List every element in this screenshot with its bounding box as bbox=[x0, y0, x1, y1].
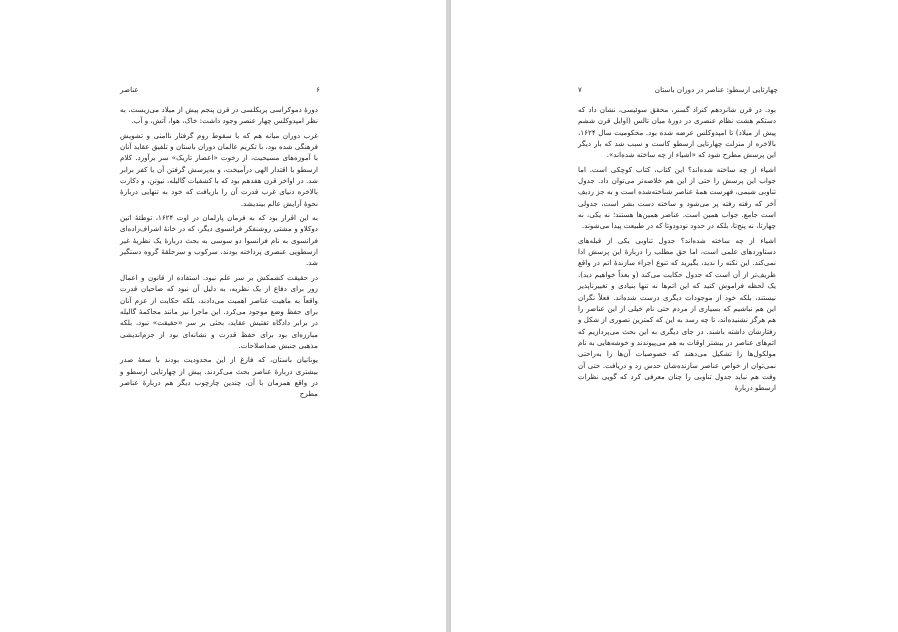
paragraph: دورهٔ دموکراسی پریکلسی در قرن پنجم پیش از میلاد می‌زیست، به نظر امپدوکلس چهار عنصر وجود داشت: خاک، هوا، آتش، و آب. bbox=[120, 105, 318, 126]
right-page bbox=[451, 0, 898, 632]
right-page-header bbox=[578, 84, 778, 96]
right-page-number: ۷ bbox=[578, 85, 582, 94]
paragraph: یونانیان باستان، که فارغ از این محدودیت بودند با سعهٔ صدر بیشتری دربارهٔ عناصر بحث می‌کردند. پیش از چهارتایی ارسطو و در واقع همزمان با آن، چندین چارچوب دیگر هم دربارهٔ عناصر مطرح bbox=[120, 355, 318, 399]
right-page-running-title: چهارتایی ارسطو: عناصر در دوران باستان bbox=[654, 85, 778, 94]
paragraph: اشیاء از چه ساخته شده‌اند؟ این کتاب، کتاب کوچکی است. اما جواب این پرسش را حتی از این هم خلاصه‌تر می‌توان داد. جدول تناوبی شیمی، فهرست همهٔ عناصر شناخته‌شده است و به جز ردیف آخر که رفته رفته پر می‌شود و ساخته دست بشر است، جدولی است جامع. جواب همین است. عناصر همین‌ها هستند؛ نه یکی، نه چهارتا، نه پنج‌تا، بلکه در حدود نودودوتا که در طبیعت پیدا می‌شوند. bbox=[578, 164, 776, 231]
paragraph: در حقیقت کشمکش بر سر علم نبود. استفاده از قانون و اعمال زور برای دفاع از یک نظریه، به دلیل آن نبود که صاحبان قدرت واقعاً به ماهیت عناصر اهمیت می‌دادند، بلکه حکایت از عزم آنان برای حفظ وضع موجود می‌کرد. این ماجرا نیز مانند محاکمهٔ گالیله در برابر دادگاه تفتیش عقاید، بحثی بر سر «حقیقت» نبود، بلکه مبارزه‌ای بود برای حفظ قدرت و نشانه‌ای بود از جزم‌اندیشی مذهبی جنبش ضداصلاحات. bbox=[120, 272, 318, 350]
left-page-header bbox=[120, 84, 320, 96]
left-page-running-title: عناصر bbox=[120, 85, 139, 94]
left-page bbox=[0, 0, 446, 632]
paragraph: بود. در قرن شانزدهم کنراد گسنر، محقق سوئیسی، نشان داد که دستکم هشت نظام عنصری در دورهٔ میان تالس (اوایل قرن ششم پیش از میلاد) تا امپدوکلس عرضه شده بود. محکومیت سال ۱۶۲۴، بالاخره از منزلت چهارتایی ارسطو کاست و سبب شد که بار دیگر این پرسش مطرح شود که «اشیاء از چه ساخته شده‌اند». bbox=[578, 105, 776, 160]
left-page-body bbox=[120, 104, 318, 403]
paragraph: به این اقرار بود که به فرمان پارلمان در اوت ۱۶۲۴، توطئهٔ اتین دو‌کلاو و مشتی روشنفکر فرانسوی دیگر، که در خانهٔ اشراف‌زاده‌ای فرانسوی به نام فرانسوا دو سوسی به بحث دربارهٔ یک نظریهٔ غیر ارسطویی عنصری پرداخته بودند، سرکوب و سرحلقهٔ گروه دستگیر شد. bbox=[120, 213, 318, 268]
left-page-number: ۶ bbox=[316, 85, 320, 94]
right-page-body bbox=[578, 104, 776, 397]
paragraph: غرب دوران میانه هم که با سقوط روم گرفتار ناامنی و تشویش فرهنگی شده بود، با تکریم عالمان دوران باستان و تلفیق عقاید آنان با آموزه‌های مسیحیت، از رخوت «اعصار تاریک» سر برآورد. کلام ارسطو با اقتدار الهی درآمیخت، و به‌پرسش گرفتن آن با کفر برابر شد. در اواخر قرن هفدهم بود که با کشفیات گالیله، نیوتن، و دکارت بالاخره دنیای غرب قدرت آن را بازیافت که خود به تنهایی دربارهٔ نحوهٔ آرایش عالم بیندیشد. bbox=[120, 130, 318, 208]
paragraph: اشیاء از چه ساخته شده‌اند؟ جدول تناوبی یکی از قبله‌های دستاوردهای علمی است، اما حق مطلب را دربارهٔ این پرسش ادا نمی‌کند. این نکته را ندید، بگیرید که تنوع اجزاء سازندهٔ اتم در واقع ظریف‌تر از آن است که جدول حکایت می‌کند (و بعداً خواهیم دید). یک لحظه فراموش کنید که این اتم‌ها نه تنها بنیادی و تغییرناپذیر نیستند، بلکه خود از موجودات دیگری درست شده‌اند. فعلاً نگران این هم نباشیم که بسیاری از مردم حتی نام خیلی از این عناصر را هم هرگز نشنیده‌اند، تا چه رسد به این که کمترین تصوری از شکل و رفتارشان داشته باشند. در جای دیگری به این بحث می‌پردازیم که اتم‌های عناصر در بیشتر اوقات به هم می‌پیوندند و خوشه‌هایی به نام مولکول‌ها را تشکیل می‌دهند که خصوصیات آن‌ها را به‌راحتی نمی‌توان از خواص عناصر سازنده‌شان حدس زد و دریافت. حتی آن وقت هم نباید جدول تناوبی را چنان معرفی کرد که گویی نظرات ارسطو دربارهٔ bbox=[578, 235, 776, 393]
